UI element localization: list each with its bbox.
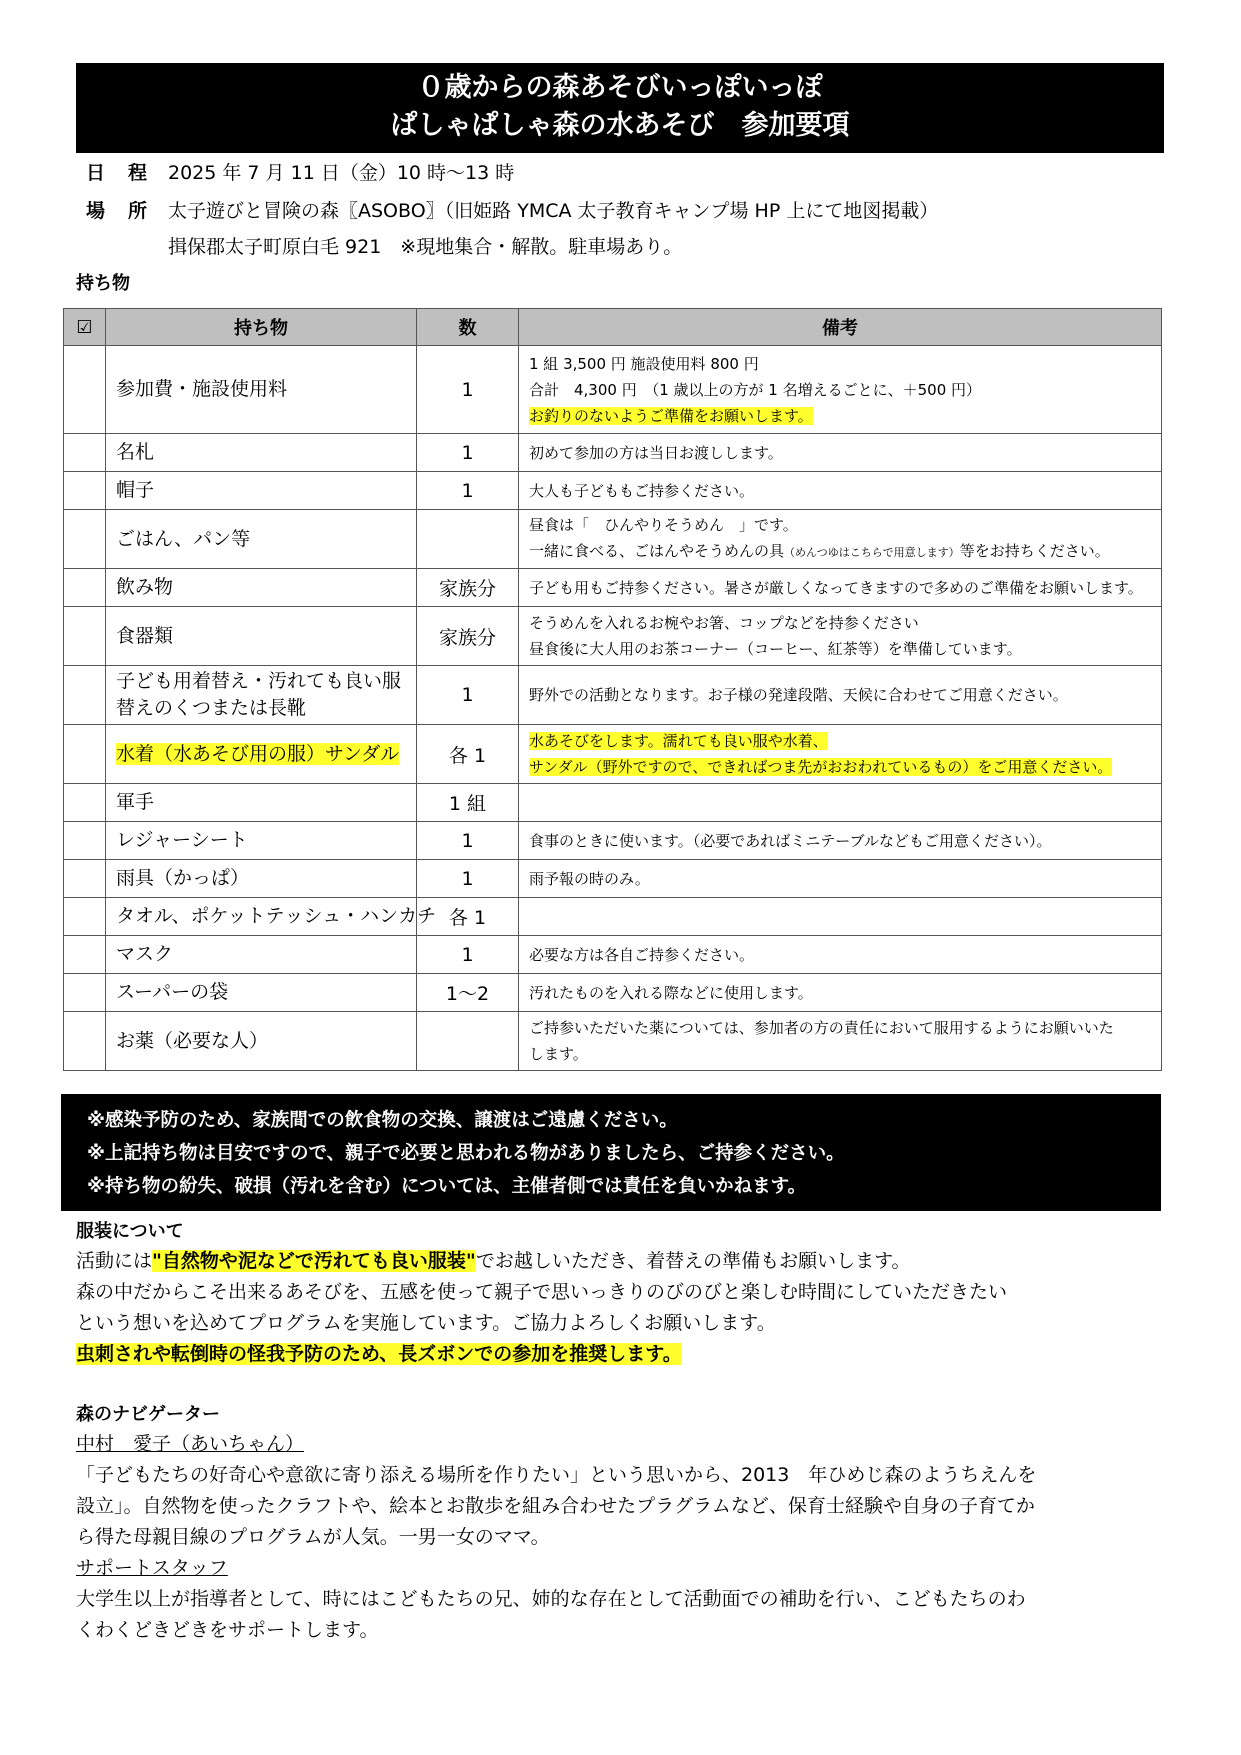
item-cell: お薬（必要な人） <box>106 1012 417 1071</box>
title-line-1: ０歳からの森あそびいっぽいっぽ <box>417 72 823 103</box>
clothing-text: でお越しいただき、着替えの準備もお願いします。 <box>475 1250 911 1272</box>
table-row <box>64 346 1162 434</box>
item-cell: 名札 <box>106 434 417 472</box>
clothing-heading: 服装について <box>76 1221 184 1242</box>
check-cell[interactable] <box>64 434 106 472</box>
qty-cell: 各 1 <box>417 725 519 784</box>
note-highlight: 水あそびをします。濡れても良い服や水着、 <box>529 732 828 750</box>
note-cell <box>519 784 1162 822</box>
qty-cell: 1 <box>417 666 519 725</box>
title-banner <box>76 63 1164 153</box>
notice-line: ※上記持ち物は目安ですので、親子で必要と思われる物がありましたら、ご持参ください。 <box>87 1143 845 1164</box>
table-row <box>64 784 1162 822</box>
item-cell: マスク <box>106 936 417 974</box>
note-highlight: お釣りのないようご準備をお願いします。 <box>529 406 813 425</box>
table-row <box>64 569 1162 607</box>
note-cell <box>519 346 1162 434</box>
clothing-line-2: 森の中だからこそ出来るあそびを、五感を使って親子で思いっきりのびのびと楽しむ時間にしていただきたい <box>76 1281 1008 1303</box>
header-qty: 数 <box>417 309 519 346</box>
notice-box <box>61 1094 1161 1211</box>
header-note: 備考 <box>519 309 1162 346</box>
item-highlight: 水着（水あそび用の服）サンダル <box>116 742 400 765</box>
place-line-2: 揖保郡太子町原白毛 921 ※現地集合・解散。駐車場あり。 <box>168 236 683 258</box>
table-row <box>64 822 1162 860</box>
qty-cell: 1 <box>417 936 519 974</box>
item-line: 子ども用着替え・汚れても良い服 <box>116 670 402 692</box>
item-cell: 参加費・施設使用料 <box>106 346 417 434</box>
qty-cell: 家族分 <box>417 607 519 666</box>
table-row <box>64 1012 1162 1071</box>
note-cell: 汚れたものを入れる際などに使用します。 <box>519 974 1162 1012</box>
note-cell: 大人も子どももご持参ください。 <box>519 472 1162 510</box>
belongings-heading: 持ち物 <box>76 273 130 294</box>
clothing-highlight: "自然物や泥などで汚れても良い服装" <box>152 1250 476 1272</box>
qty-cell: 各 1 <box>417 898 519 936</box>
navigator-body <box>76 1429 1166 1646</box>
item-line: 替えのくつまたは長靴 <box>116 697 307 719</box>
note-cell <box>519 725 1162 784</box>
clothing-recommend: 虫刺されや転倒時の怪我予防のため、長ズボンでの参加を推奨します。 <box>76 1343 682 1365</box>
note-line: 1 組 3,500 円 施設使用料 800 円 <box>529 354 759 373</box>
qty-cell: 1～2 <box>417 974 519 1012</box>
note-line: そうめんを入れるお椀やお箸、コップなどを持参ください <box>529 614 919 632</box>
note-text: 一緒に食べる、ごはんやそうめんの具 <box>529 542 785 560</box>
note-cell: 食事のときに使います。（必要であればミニテーブルなどもご用意ください）。 <box>519 822 1162 860</box>
qty-cell: 家族分 <box>417 569 519 607</box>
notice-line: ※感染予防のため、家族間での飲食物の交換、譲渡はご遠慮ください。 <box>87 1110 678 1131</box>
belongings-table <box>63 308 1162 1071</box>
item-cell: スーパーの袋 <box>106 974 417 1012</box>
table-row <box>64 725 1162 784</box>
note-line: 合計 4,300 円 （1 歳以上の方が 1 名増えるごとに、＋500 円） <box>529 380 982 399</box>
check-cell[interactable] <box>64 666 106 725</box>
item-cell: ごはん、パン等 <box>106 510 417 569</box>
item-cell: 帽子 <box>106 472 417 510</box>
table-row <box>64 974 1162 1012</box>
place-label: 場 所 <box>86 200 150 222</box>
item-cell <box>106 666 417 725</box>
table-row <box>64 898 1162 936</box>
table-row <box>64 666 1162 725</box>
header-check: ☑ <box>64 309 106 346</box>
staff-line: 大学生以上が指導者として、時にはこどもたちの兄、姉的な存在として活動面での補助を行い、こどもたちのわ <box>76 1588 1026 1610</box>
check-cell[interactable] <box>64 822 106 860</box>
staff-heading: サポートスタッフ <box>76 1557 228 1579</box>
schedule-label: 日 程 <box>86 162 150 184</box>
check-cell[interactable] <box>64 472 106 510</box>
qty-cell: 1 組 <box>417 784 519 822</box>
note-cell: 必要な方は各自ご持参ください。 <box>519 936 1162 974</box>
table-row <box>64 936 1162 974</box>
item-cell: 飲み物 <box>106 569 417 607</box>
qty-cell: 1 <box>417 434 519 472</box>
item-cell: 雨具（かっぱ） <box>106 860 417 898</box>
check-cell[interactable] <box>64 607 106 666</box>
note-text: 等をお持ちください。 <box>959 542 1110 560</box>
navigator-bio-line: 設立」。自然物を使ったクラフトや、絵本とお散歩を組み合わせたプラグラムなど、保育士経験や自身の子育てか <box>76 1495 1035 1517</box>
check-cell[interactable] <box>64 860 106 898</box>
clothing-line-3: という想いを込めてプログラムを実施しています。ご協力よろしくお願いします。 <box>76 1312 776 1334</box>
navigator-name: 中村 愛子（あいちゃん） <box>76 1433 305 1455</box>
check-cell[interactable] <box>64 510 106 569</box>
qty-cell: 1 <box>417 472 519 510</box>
note-cell <box>519 510 1162 569</box>
table-row <box>64 510 1162 569</box>
note-small-text: （めんつゆはこちらで用意します） <box>784 546 960 559</box>
schedule-value: 2025 年 7 月 11 日（金）10 時～13 時 <box>168 162 515 184</box>
item-cell: レジャーシート <box>106 822 417 860</box>
item-cell: 軍手 <box>106 784 417 822</box>
check-cell[interactable] <box>64 1012 106 1071</box>
check-cell[interactable] <box>64 974 106 1012</box>
check-cell[interactable] <box>64 784 106 822</box>
check-cell[interactable] <box>64 725 106 784</box>
table-header-row <box>64 309 1162 346</box>
schedule-row <box>86 160 514 186</box>
place-line-1: 太子遊びと冒険の森〖ASOBO〗（旧姫路 YMCA 太子教育キャンプ場 HP 上にて地図掲載） <box>168 200 939 222</box>
table-row <box>64 860 1162 898</box>
place-row <box>86 198 938 224</box>
check-cell[interactable] <box>64 936 106 974</box>
note-line <box>529 538 1151 566</box>
notice-line: ※持ち物の紛失、破損（汚れを含む）については、主催者側では責任を負いかねます。 <box>87 1176 807 1197</box>
note-line: 昼食は「 ひんやりそうめん 」です。 <box>529 516 798 534</box>
staff-line: くわくどきどきをサポートします。 <box>76 1619 379 1641</box>
table-row <box>64 472 1162 510</box>
note-cell <box>519 1012 1162 1071</box>
clothing-line-1 <box>76 1246 1166 1277</box>
item-cell: 食器類 <box>106 607 417 666</box>
qty-cell: 1 <box>417 860 519 898</box>
navigator-bio-line: 「子どもたちの好奇心や意欲に寄り添える場所を作りたい」という思いから、2013 年ひめじ森のようちえんを <box>76 1464 1037 1486</box>
check-cell[interactable] <box>64 569 106 607</box>
navigator-heading: 森のナビゲーター <box>76 1404 220 1425</box>
note-line: ご持参いただいた薬については、参加者の方の責任において服用するようにお願いいた <box>529 1019 1114 1037</box>
table-row <box>64 607 1162 666</box>
navigator-bio-line: ら得た母親目線のプログラムが人気。一男一女のママ。 <box>76 1526 550 1548</box>
note-cell <box>519 898 1162 936</box>
qty-cell: 1 <box>417 346 519 434</box>
table-row <box>64 434 1162 472</box>
note-cell: 野外での活動となります。お子様の発達段階、天候に合わせてご用意ください。 <box>519 666 1162 725</box>
item-cell <box>106 725 417 784</box>
check-cell[interactable] <box>64 346 106 434</box>
title-line-2: ぱしゃぱしゃ森の水あそび 参加要項 <box>390 110 850 141</box>
note-highlight: サンダル（野外ですので、できればつま先がおおわれているもの）をご用意ください。 <box>529 758 1113 776</box>
qty-cell <box>417 1012 519 1071</box>
note-cell: 雨予報の時のみ。 <box>519 860 1162 898</box>
note-cell: 初めて参加の方は当日お渡しします。 <box>519 434 1162 472</box>
note-line: します。 <box>529 1045 588 1063</box>
clothing-body <box>76 1246 1166 1370</box>
clothing-text: 活動には <box>76 1250 153 1272</box>
qty-cell <box>417 510 519 569</box>
note-cell: 子ども用もご持参ください。暑さが厳しくなってきますので多めのご準備をお願いします。 <box>519 569 1162 607</box>
header-item: 持ち物 <box>106 309 417 346</box>
qty-cell: 1 <box>417 822 519 860</box>
item-cell: タオル、ポケットテッシュ・ハンカチ <box>106 898 417 936</box>
note-cell <box>519 607 1162 666</box>
check-cell[interactable] <box>64 898 106 936</box>
note-line: 昼食後に大人用のお茶コーナー（コーヒー、紅茶等）を準備しています。 <box>529 640 1022 658</box>
